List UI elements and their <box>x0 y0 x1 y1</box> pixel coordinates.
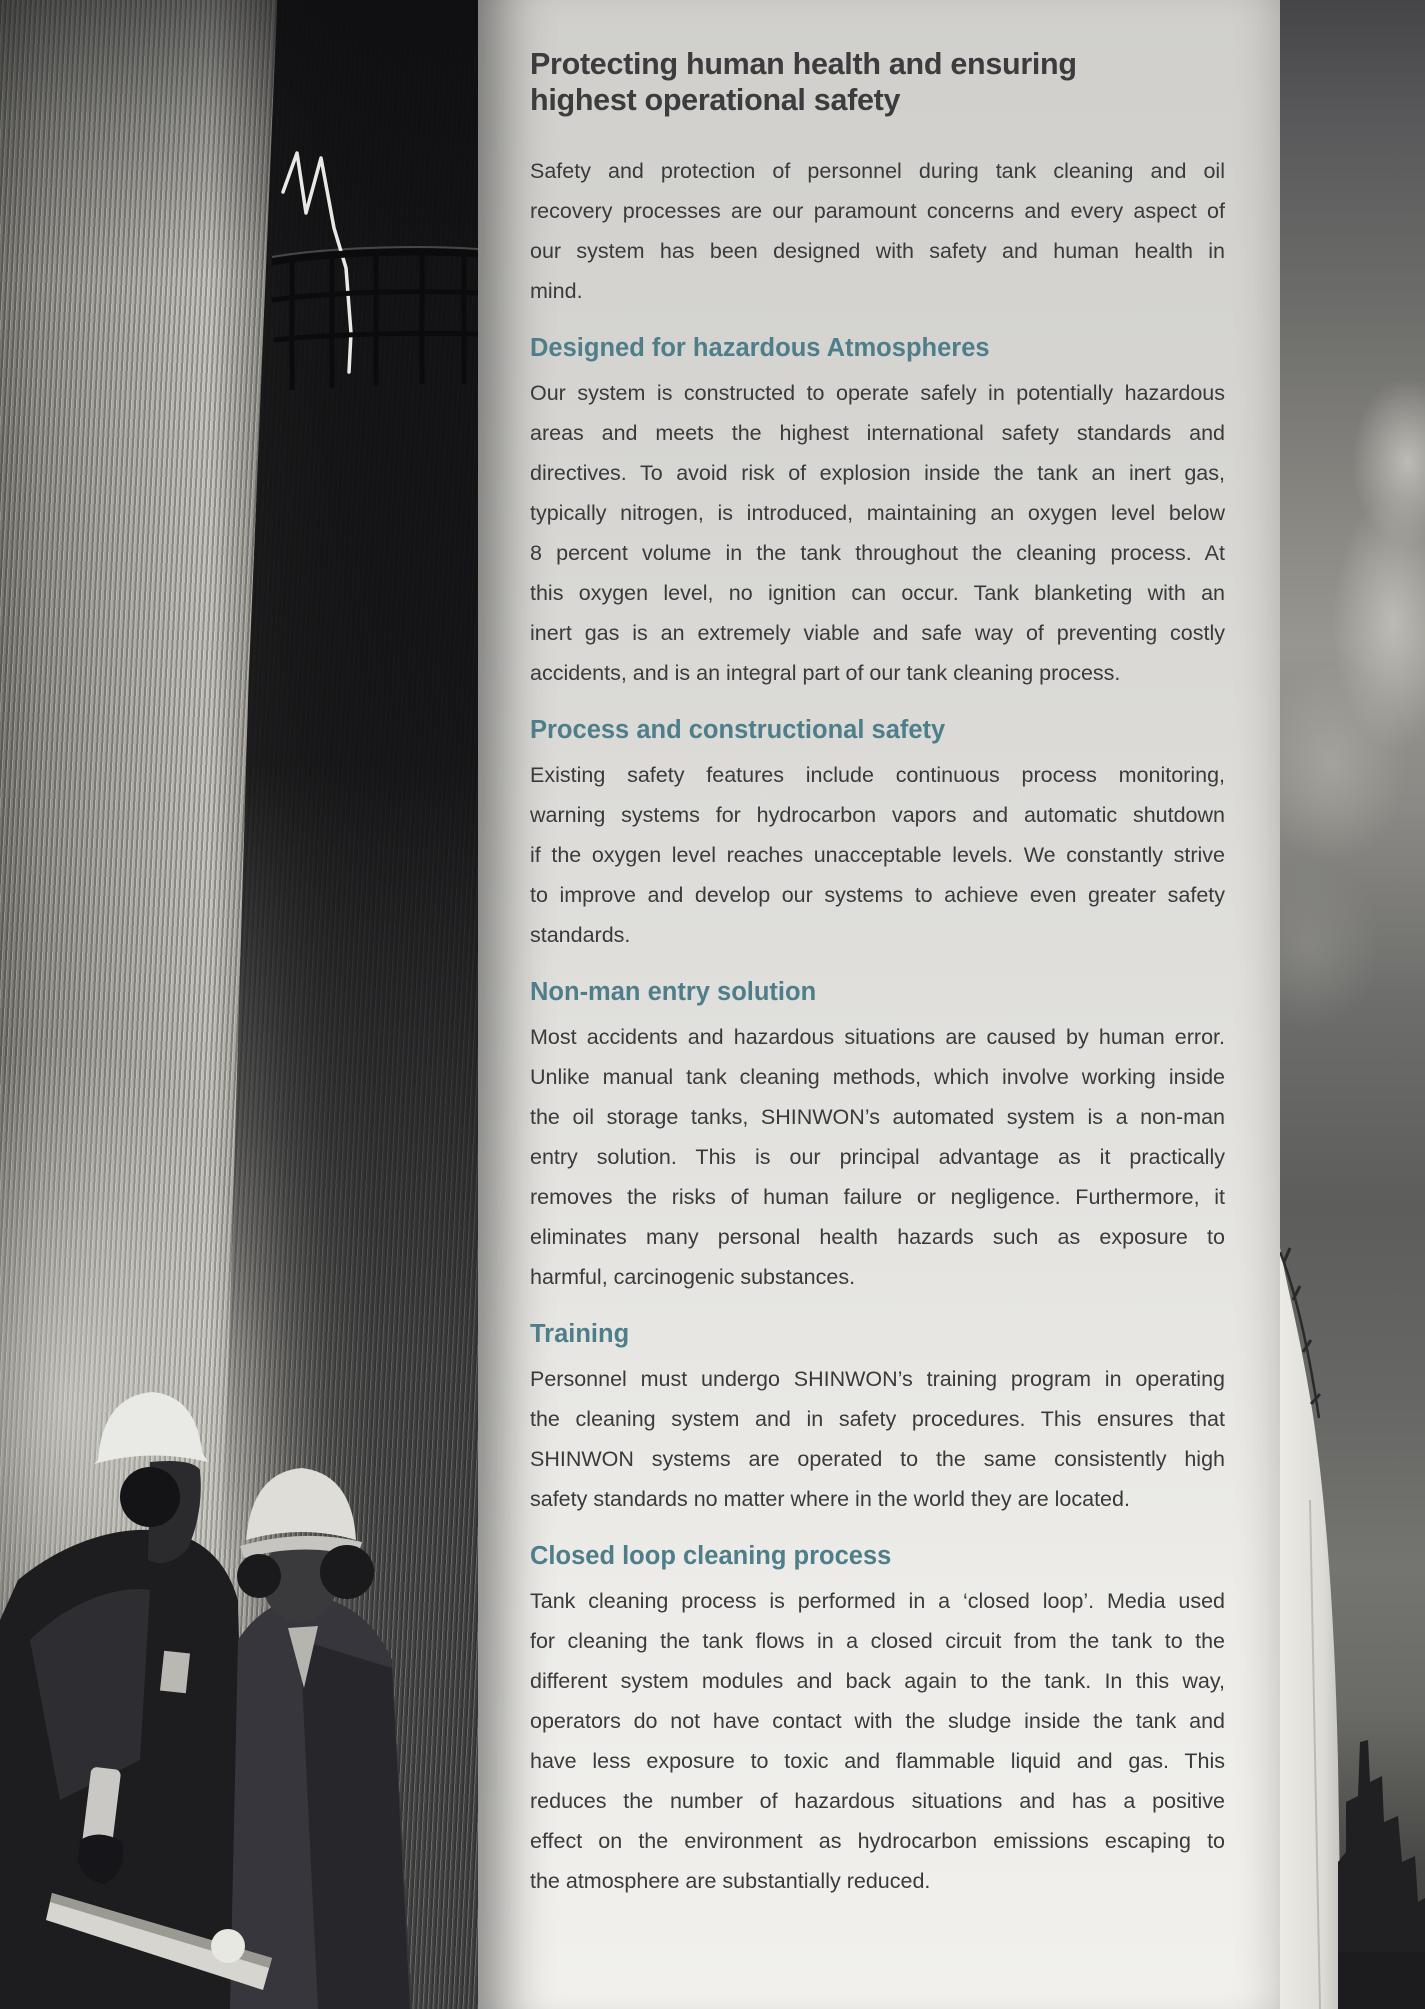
text-line: the oil storage tanks, SHINWON’s automated system is a non-man <box>530 1105 1225 1129</box>
page-title-line-2: highest operational safety <box>530 83 901 117</box>
text-line: areas and meets the highest international safety standards and <box>530 421 1225 445</box>
section-paragraph <box>530 1581 1225 1901</box>
text-line: our system has been designed with safety and human health in <box>530 239 1225 263</box>
section-paragraph <box>530 755 1225 955</box>
sections <box>530 328 1225 1901</box>
worker-right <box>230 1468 412 2009</box>
section-heading: Training <box>530 1320 630 1348</box>
content-section <box>530 1536 1225 1901</box>
content-section <box>530 972 1225 1297</box>
text-line: recovery processes are our paramount concerns and every aspect of <box>530 199 1225 223</box>
text-line: the atmosphere are substantially reduced. <box>530 1869 931 1893</box>
text-line: reduces the number of hazardous situations and has a positive <box>530 1789 1225 1813</box>
content-section <box>530 1314 1225 1519</box>
text-line: removes the risks of human failure or negligence. Furthermore, it <box>530 1185 1225 1209</box>
intro-paragraph <box>530 151 1225 311</box>
text-line: typically nitrogen, is introduced, maintaining an oxygen level below <box>530 501 1225 525</box>
text-line: warning systems for hydrocarbon vapors and automatic shutdown <box>530 803 1225 827</box>
worker-left-chest-badge <box>160 1651 190 1693</box>
text-line: for cleaning the tank flows in a closed circuit from the tank to the <box>530 1629 1225 1653</box>
section-heading: Process and constructional safety <box>530 716 946 744</box>
section-heading: Non-man entry solution <box>530 978 817 1006</box>
text-line: mind. <box>530 279 583 303</box>
text-line: eliminates many personal health hazards such as exposure to <box>530 1225 1225 1249</box>
text-line: standards. <box>530 923 631 947</box>
text-line: to improve and develop our systems to achieve even greater safety <box>530 883 1225 907</box>
text-line: Personnel must undergo SHINWON’s training program in operating <box>530 1367 1225 1391</box>
text-line: Tank cleaning process is performed in a ‘closed loop’. Media used <box>530 1589 1225 1613</box>
page-title <box>530 46 1225 118</box>
worker-left-ear-muff <box>120 1467 180 1527</box>
text-line: effect on the environment as hydrocarbon emissions escaping to <box>530 1829 1225 1853</box>
clipboard-hand-glove <box>211 1929 245 1963</box>
text-line: directives. To avoid risk of explosion inside the tank an inert gas, <box>530 461 1225 485</box>
left-photo-industrial-chimney <box>0 0 478 2009</box>
right-photo-foreground <box>1280 0 1425 2009</box>
text-line: safety standards no matter where in the world they are located. <box>530 1487 1130 1511</box>
section-paragraph <box>530 1359 1225 1519</box>
text-line: Most accidents and hazardous situations are caused by human error. <box>530 1025 1225 1049</box>
text-line: inert gas is an extremely viable and safe way of preventing costly <box>530 621 1225 645</box>
text-line: 8 percent volume in the tank throughout the cleaning process. At <box>530 541 1225 565</box>
text-line: entry solution. This is our principal advantage as it practically <box>530 1145 1225 1169</box>
text-line: Existing safety features include continuous process monitoring, <box>530 763 1225 787</box>
text-line: the cleaning system and in safety procedures. This ensures that <box>530 1407 1225 1431</box>
left-photo-foreground <box>0 0 478 2009</box>
text-line: harmful, carcinogenic substances. <box>530 1265 856 1289</box>
text-panel <box>478 0 1280 2009</box>
text-line: if the oxygen level reaches unacceptable levels. We constantly strive <box>530 843 1225 867</box>
text-line: Safety and protection of personnel during tank cleaning and oil <box>530 159 1225 183</box>
text-line: have less exposure to toxic and flammable liquid and gas. This <box>530 1749 1225 1773</box>
text-line: Unlike manual tank cleaning methods, which involve working inside <box>530 1065 1225 1089</box>
text-line: different system modules and back again to the tank. In this way, <box>530 1669 1225 1693</box>
text-line: this oxygen level, no ignition can occur. Tank blanketing with an <box>530 581 1225 605</box>
section-paragraph <box>530 373 1225 693</box>
text-line: SHINWON systems are operated to the same consistently high <box>530 1447 1225 1471</box>
worker-left-hardhat <box>94 1392 208 1464</box>
worker-right-hardhat <box>246 1468 356 1540</box>
content-section <box>530 710 1225 955</box>
text-line: accidents, and is an integral part of our tank cleaning process. <box>530 661 1121 685</box>
right-photo-sky-and-tank <box>1280 0 1425 2009</box>
section-heading: Designed for hazardous Atmospheres <box>530 334 990 362</box>
text-line: Our system is constructed to operate safely in potentially hazardous <box>530 381 1225 405</box>
section-paragraph <box>530 1017 1225 1297</box>
content-section <box>530 328 1225 693</box>
text-line: operators do not have contact with the sludge inside the tank and <box>530 1709 1225 1733</box>
section-heading: Closed loop cleaning process <box>530 1542 892 1570</box>
page-title-line-1: Protecting human health and ensuring <box>530 47 1077 81</box>
skyline-base <box>1338 1952 1425 2009</box>
chimney-railing <box>272 247 478 390</box>
worker-right-ear-muff-left <box>237 1554 281 1598</box>
worker-right-ear-muff-right <box>320 1545 374 1599</box>
